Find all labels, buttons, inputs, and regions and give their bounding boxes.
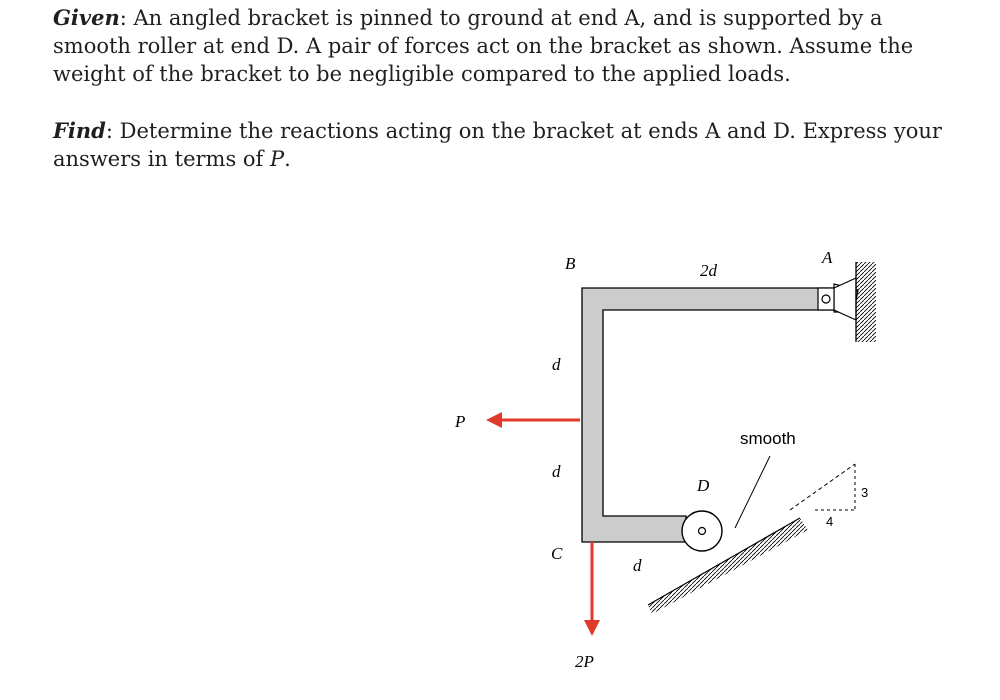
force-P-arrowhead [486, 412, 502, 428]
bracket-body [582, 288, 834, 542]
wall-hatch [856, 262, 876, 342]
find-end: . [284, 147, 291, 171]
given-lead: Given [53, 5, 120, 30]
slope-run-label: 4 [826, 514, 834, 529]
label-C: C [551, 544, 563, 563]
label-B: B [565, 254, 576, 273]
find-lead: Find [53, 118, 106, 143]
label-A: A [822, 248, 833, 267]
given-text: An angled bracket is pinned to ground at end A, and is supported by a smooth roller at end D. A pair of forces act on the bracket as shown. Assume the weight of the bracket to be negligible compared to the applied loads. [53, 6, 914, 86]
pin-hole [822, 295, 830, 303]
slope-dashed-line [790, 464, 855, 510]
label-2d: 2d [700, 261, 717, 280]
label-D: D [697, 476, 710, 495]
label-d-bottom: d [633, 556, 642, 575]
given-sep: : [119, 6, 134, 30]
find-sep: : [105, 119, 120, 143]
force-2P-arrowhead [584, 620, 600, 636]
smooth-leader-line [735, 456, 770, 528]
label-d-lower: d [552, 462, 561, 481]
slope-rise-label: 3 [861, 485, 869, 500]
find-var: P [270, 147, 285, 171]
label-2P: 2P [575, 652, 594, 671]
label-smooth: smooth [740, 429, 796, 448]
label-P: P [455, 412, 466, 431]
label-d-upper: d [552, 355, 561, 374]
find-text: Determine the reactions acting on the bracket at ends A and D. Express your answers in terms of [53, 119, 942, 171]
roller-axle [699, 528, 706, 535]
